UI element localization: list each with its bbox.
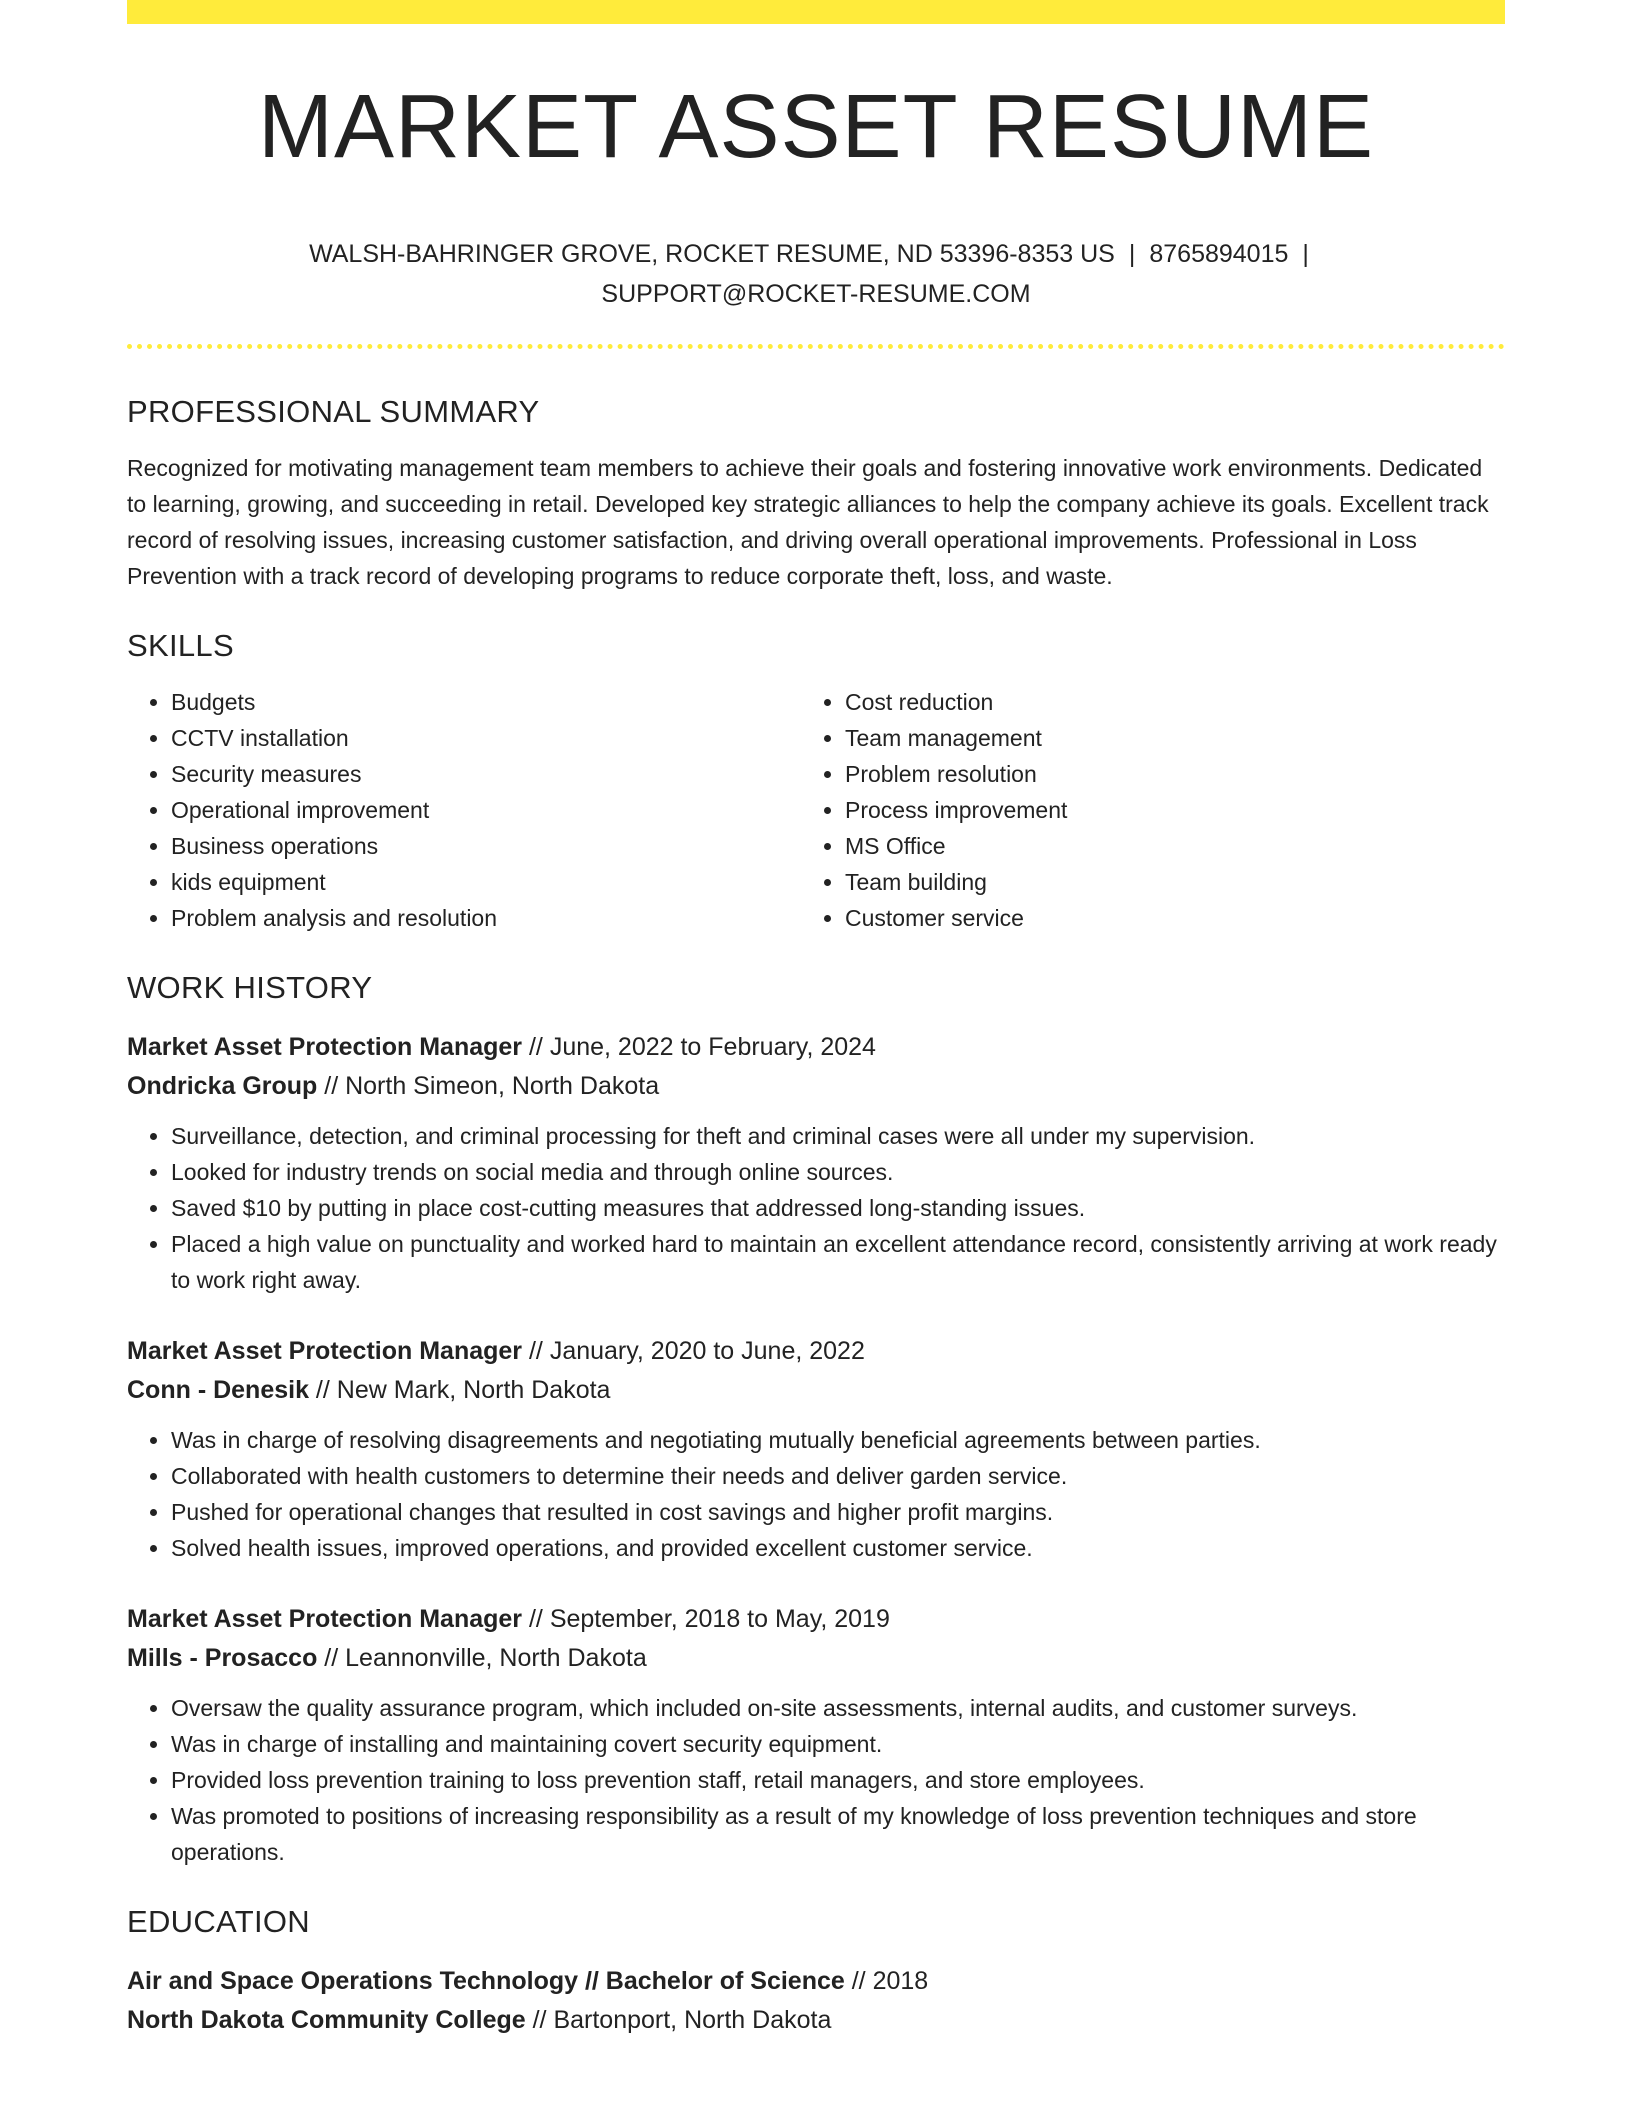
work-history-section bbox=[127, 968, 1505, 1870]
skill-item: • Business operations bbox=[171, 828, 801, 864]
skill-item: • kids equipment bbox=[171, 864, 801, 900]
job-dates: // September, 2018 to May, 2019 bbox=[522, 1605, 890, 1633]
skill-item: • Team building bbox=[845, 864, 1475, 900]
education-degree: Air and Space Operations Technology // Bachelor of Science bbox=[127, 1967, 845, 1995]
skills-columns bbox=[127, 684, 1505, 936]
job-company-line bbox=[127, 1639, 1505, 1678]
resume-title: MARKET ASSET RESUME bbox=[258, 77, 1374, 177]
job-location: // New Mark, North Dakota bbox=[308, 1376, 611, 1404]
job-bullets bbox=[127, 1422, 1505, 1566]
skills-list-right bbox=[801, 684, 1475, 936]
education-school-line bbox=[127, 2001, 1505, 2040]
skill-item: • Team management bbox=[845, 720, 1475, 756]
skill-item: • Customer service bbox=[845, 900, 1475, 936]
summary-section bbox=[127, 392, 1505, 594]
skills-section bbox=[127, 626, 1505, 936]
job-bullet: • Was promoted to positions of increasing responsibility as a result of my knowledge of loss prevention techniques and store operations. bbox=[171, 1798, 1505, 1870]
contact-separator: | bbox=[1128, 240, 1136, 268]
job-dates: // June, 2022 to February, 2024 bbox=[522, 1033, 876, 1061]
contact-info bbox=[227, 234, 1405, 314]
education-heading: EDUCATION bbox=[127, 1904, 310, 1939]
education-entry bbox=[127, 1962, 1505, 2040]
job-company-line bbox=[127, 1067, 1505, 1106]
job-company: Conn - Denesik bbox=[127, 1376, 309, 1404]
job-entry bbox=[127, 1332, 1505, 1566]
summary-heading: PROFESSIONAL SUMMARY bbox=[127, 394, 540, 429]
education-degree-line bbox=[127, 1962, 1505, 2001]
job-company: Ondricka Group bbox=[127, 1072, 318, 1100]
contact-address: WALSH-BAHRINGER GROVE, ROCKET RESUME, ND 53396-8353 US bbox=[309, 240, 1115, 268]
skill-item: • Problem analysis and resolution bbox=[171, 900, 801, 936]
job-title-line bbox=[127, 1600, 1505, 1639]
job-bullet: • Pushed for operational changes that resulted in cost savings and higher profit margins. bbox=[171, 1494, 1505, 1530]
job-entry bbox=[127, 1600, 1505, 1870]
job-company: Mills - Prosacco bbox=[127, 1644, 318, 1672]
job-role: Market Asset Protection Manager bbox=[127, 1337, 523, 1365]
work-history-heading: WORK HISTORY bbox=[127, 970, 373, 1005]
job-role: Market Asset Protection Manager bbox=[127, 1605, 523, 1633]
job-bullet: • Oversaw the quality assurance program, which included on-site assessments, internal audits, and customer surveys. bbox=[171, 1690, 1505, 1726]
job-bullet: • Collaborated with health customers to determine their needs and deliver garden service. bbox=[171, 1458, 1505, 1494]
job-bullets bbox=[127, 1690, 1505, 1870]
education-year: // 2018 bbox=[844, 1967, 929, 1995]
resume-body bbox=[127, 392, 1505, 2040]
job-title-line bbox=[127, 1332, 1505, 1371]
skill-item: • Process improvement bbox=[845, 792, 1475, 828]
job-location: // North Simeon, North Dakota bbox=[317, 1072, 660, 1100]
job-bullet: • Provided loss prevention training to loss prevention staff, retail managers, and store employees. bbox=[171, 1762, 1505, 1798]
job-bullet: • Placed a high value on punctuality and worked hard to maintain an excellent attendance record, consistently arriving at work ready to work right away. bbox=[171, 1226, 1505, 1298]
job-bullet: • Looked for industry trends on social media and through online sources. bbox=[171, 1154, 1505, 1190]
job-role: Market Asset Protection Manager bbox=[127, 1033, 523, 1061]
skill-item: • Operational improvement bbox=[171, 792, 801, 828]
job-bullet: • Was in charge of installing and maintaining covert security equipment. bbox=[171, 1726, 1505, 1762]
contact-separator: | bbox=[1302, 240, 1309, 268]
skill-item: • Problem resolution bbox=[845, 756, 1475, 792]
contact-phone: 8765894015 bbox=[1149, 240, 1289, 268]
job-dates: // January, 2020 to June, 2022 bbox=[522, 1337, 865, 1365]
job-bullet: • Was in charge of resolving disagreements and negotiating mutually beneficial agreements between parties. bbox=[171, 1422, 1505, 1458]
top-accent-bar bbox=[127, 0, 1505, 24]
job-location: // Leannonville, North Dakota bbox=[317, 1644, 647, 1672]
skill-item: • MS Office bbox=[845, 828, 1475, 864]
skill-item: • Budgets bbox=[171, 684, 801, 720]
job-bullet: • Saved $10 by putting in place cost-cutting measures that addressed long-standing issues. bbox=[171, 1190, 1505, 1226]
job-title-line bbox=[127, 1028, 1505, 1067]
education-school: North Dakota Community College bbox=[127, 2006, 526, 2034]
job-company-line bbox=[127, 1371, 1505, 1410]
header-divider bbox=[127, 344, 1505, 349]
summary-text: Recognized for motivating management team members to achieve their goals and fostering innovative work environments. Dedicated to learning, growing, and succeeding in retail. Developed key strategic alliances to help the company achieve its goals. Excellent track record of resolving issues, increasing customer satisfaction, and driving overall operational improvements. Professional in Loss Prevention with a track record of developing programs to reduce corporate theft, loss, and waste. bbox=[127, 455, 1489, 589]
skill-item: • Cost reduction bbox=[845, 684, 1475, 720]
education-location: // Bartonport, North Dakota bbox=[525, 2006, 832, 2034]
job-bullets bbox=[127, 1118, 1505, 1298]
education-section bbox=[127, 1902, 1505, 2040]
job-bullet: • Surveillance, detection, and criminal processing for theft and criminal cases were all under my supervision. bbox=[171, 1118, 1505, 1154]
skills-heading: SKILLS bbox=[127, 628, 234, 663]
job-entry bbox=[127, 1028, 1505, 1298]
job-bullet: • Solved health issues, improved operations, and provided excellent customer service. bbox=[171, 1530, 1505, 1566]
contact-email[interactable]: SUPPORT@ROCKET-RESUME.COM bbox=[601, 280, 1031, 308]
skill-item: • Security measures bbox=[171, 756, 801, 792]
skill-item: • CCTV installation bbox=[171, 720, 801, 756]
skills-list-left bbox=[127, 684, 801, 936]
